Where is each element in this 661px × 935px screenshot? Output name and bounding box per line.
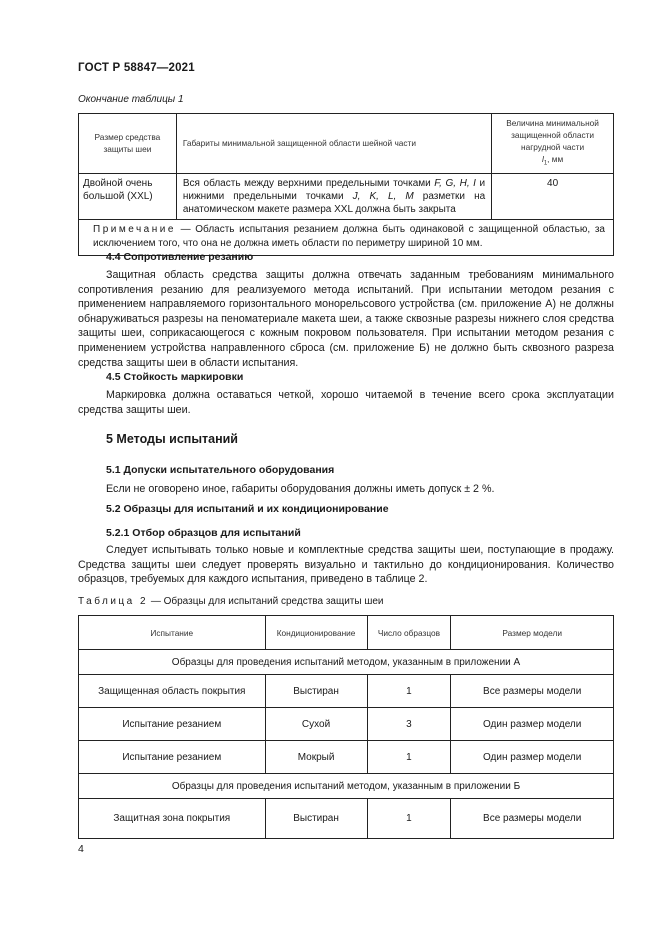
table2-header-row <box>79 616 614 650</box>
table2-caption-label: Таблица 2 <box>78 596 149 607</box>
desc-part-a: Вся область между верхними предельными точками <box>182 177 435 189</box>
section-5-2-1-title: 5.2.1 Отбор образцов для испытаний <box>106 527 301 539</box>
table2-cell: Все размеры модели <box>451 799 614 839</box>
table2-cell: Испытание резанием <box>79 741 266 774</box>
table-row <box>79 675 614 708</box>
section-4-4-text: Защитная область средства защиты должна отвечать заданным требованиям минимального сопротивления резанию для реализуемого метода испытаний. При испытании методом резания с применением направляемого горизонтального монорельсового устройства (см. приложение А) не должны обнаруживаться разрезы на пеноматериале макета шеи, а также сквозные разрезы нижнего слоя средства защиты шеи, соприкасающегося с кожным покровом пользователя. При испытании методом резания с применением устройства направленного сброса (см. приложение Б) не должно быть сквозного разреза средства защиты шеи в области испытания. <box>78 269 614 369</box>
table2-cell: Защищенная область покрытия <box>79 675 266 708</box>
table1-header-value-text: Величина минимальной защищенной области нагрудной части <box>506 118 599 152</box>
table2-cell: Один размер модели <box>451 741 614 774</box>
table2-group-a: Образцы для проведения испытаний методом, указанным в приложении А <box>79 650 614 675</box>
table2-cell: Сухой <box>265 708 367 741</box>
table2-cell: Все размеры модели <box>451 675 614 708</box>
table2-cell: Испытание резанием <box>79 708 266 741</box>
section-4-5-text: Маркировка должна оставаться четкой, хорошо читаемой в течение всего срока эксплуатации средства защиты шеи. <box>78 389 614 416</box>
table1-header-size: Размер средства защиты шеи <box>79 114 177 174</box>
section-5-2-1-text: Следует испытывать только новые и комплектные средства защиты шеи, поступающие в продажу. Средства защиты шеи следует проверять визуально и тактильно до кондиционирования. Количество образцов, требуемых для каждого испытания, приведено в таблице 2. <box>78 544 614 586</box>
table2-caption <box>78 596 384 607</box>
page-number: 4 <box>78 843 84 855</box>
table2-cell: Выстиран <box>265 675 367 708</box>
table2-cell: 1 <box>367 675 451 708</box>
table2-cell: Один размер модели <box>451 708 614 741</box>
note-text: — Область испытания резанием должна быть одинаковой с защищенной областью, за исключением того, что она не должна иметь области по периметру шириной 10 мм. <box>93 223 605 249</box>
table1-header-value-unit: , мм <box>547 154 564 164</box>
table2-caption-text: — Образцы для испытаний средства защиты шеи <box>148 596 384 607</box>
table1-header-dimensions: Габариты минимальной защищенной области шейной части <box>176 114 491 174</box>
section-5-title: 5 Методы испытаний <box>106 432 238 446</box>
table2-header-conditioning: Кондиционирование <box>265 616 367 650</box>
desc-part-c: разметки на анатомическом макете размера XXL должна быть закрыта <box>182 190 486 215</box>
table2-cell: 1 <box>367 741 451 774</box>
section-5-1-text: Если не оговорено иное, габариты оборудования должны иметь допуск ± 2 %. <box>106 483 495 495</box>
section-5-2-title: 5.2 Образцы для испытаний и их кондиционирование <box>106 503 389 515</box>
table1-cell-value: 40 <box>492 173 614 219</box>
section-4-4-title: 4.4 Сопротивление резанию <box>106 251 254 263</box>
table2-group-row <box>79 774 614 799</box>
table-row <box>79 708 614 741</box>
table2-group-b: Образцы для проведения испытаний методом, указанным в приложении Б <box>79 774 614 799</box>
table2-header-test: Испытание <box>79 616 266 650</box>
table1-data-row <box>79 173 614 219</box>
note-label: Примечание <box>93 223 176 235</box>
table2-cell: 3 <box>367 708 451 741</box>
table1-note-row <box>79 219 614 255</box>
table1-header-value-symbol: l <box>541 154 544 164</box>
document-header: ГОСТ Р 58847—2021 <box>78 62 195 74</box>
table1-header-row <box>79 114 614 174</box>
table-row <box>79 799 614 839</box>
table2-cell: Защитная зона покрытия <box>79 799 266 839</box>
table1-cell-size: Двойной очень большой (XXL) <box>79 173 177 219</box>
table1-header-value-sub: 1 <box>543 160 548 167</box>
table1 <box>78 113 614 256</box>
table2-group-row <box>79 650 614 675</box>
desc-points-lower: J, K, L, M <box>352 190 414 202</box>
table-row <box>79 741 614 774</box>
section-5-1-title: 5.1 Допуски испытательного оборудования <box>106 464 335 476</box>
table2-cell: Выстиран <box>265 799 367 839</box>
table2-cell: 1 <box>367 799 451 839</box>
desc-points-upper: F, G, H, I <box>434 177 476 189</box>
table1-header-value <box>492 114 614 174</box>
table1-note <box>79 219 614 255</box>
table2 <box>78 615 614 839</box>
desc-part-b: и нижними предельными точками <box>182 177 486 202</box>
section-4-5-title: 4.5 Стойкость маркировки <box>106 371 244 383</box>
table1-cell-description <box>176 173 491 219</box>
table2-cell: Мокрый <box>265 741 367 774</box>
table2-header-model-size: Размер модели <box>451 616 614 650</box>
table2-header-count: Число образцов <box>367 616 451 650</box>
table1-caption: Окончание таблицы 1 <box>78 94 184 105</box>
